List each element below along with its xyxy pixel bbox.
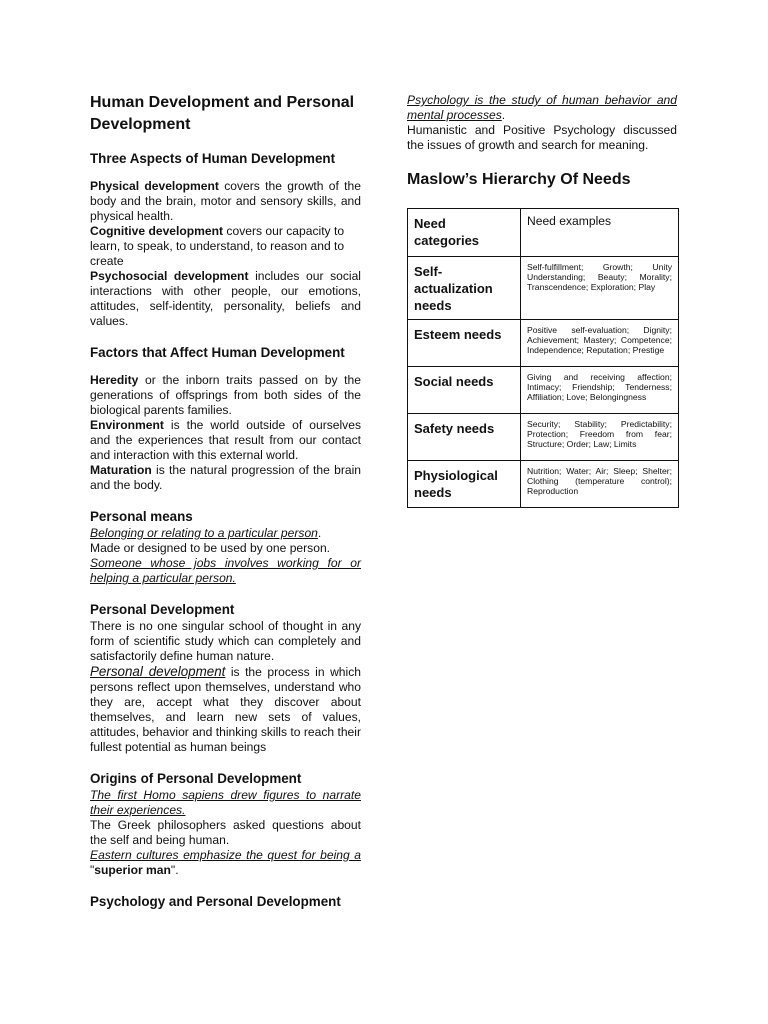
psychosocial-paragraph	[90, 269, 361, 329]
personal-means-def3	[90, 556, 361, 586]
psychosocial-term: Psychosocial development	[90, 269, 249, 283]
header-examples: Need examples	[521, 209, 679, 257]
row-examples: Security; Stability; Predictability; Protection; Freedom from fear; Structure; Order; Law; Limits	[521, 414, 679, 461]
personal-means-def1-end: .	[317, 526, 322, 540]
right-column	[407, 93, 677, 508]
personal-means-heading: Personal means	[90, 509, 193, 524]
origins-line3-text: Eastern cultures emphasize the quest for being a	[90, 848, 361, 862]
heredity-paragraph	[90, 373, 361, 418]
psychology-definition-end: .	[501, 108, 506, 122]
cognitive-paragraph	[90, 224, 361, 269]
three-aspects-section	[90, 179, 361, 329]
origins-line3-q1: "	[90, 863, 95, 877]
environment-paragraph	[90, 418, 361, 463]
row-category: Safety needs	[408, 414, 521, 461]
personal-development-heading: Personal Development	[90, 602, 235, 617]
cognitive-text: covers our capacity to learn, to speak, to understand, to reason and to create	[90, 224, 345, 268]
physical-term: Physical development	[90, 179, 219, 193]
page-title: Human Development and Personal Development	[90, 94, 355, 133]
origins-line3-q2: ".	[170, 863, 179, 877]
row-category: Esteem needs	[408, 320, 521, 367]
maslow-table	[407, 208, 679, 508]
left-column	[90, 92, 361, 922]
personal-development-p2	[90, 664, 361, 755]
psychology-definition-text: Psychology is the study of human behavior and mental processes	[407, 93, 677, 122]
table-header-row	[408, 209, 679, 257]
row-examples: Self-fulfillment; Growth; Unity Understanding; Beauty; Morality; Transcendence; Exploration; Play	[521, 257, 679, 320]
personal-means-def3-text: Someone whose jobs involves working for or helping a particular person.	[90, 556, 361, 585]
factors-section	[90, 373, 361, 493]
environment-text: is the world outside of ourselves and the experiences that result from our contact and interaction with this external world.	[90, 418, 361, 462]
table-row	[408, 414, 679, 461]
cognitive-term: Cognitive development	[90, 224, 224, 238]
heredity-text: or the inborn traits passed on by the generations of offsprings from both sides of the biological parents families.	[90, 373, 361, 417]
physical-text: covers the growth of the body and the brain, motor and sensory skills, and physical health.	[90, 179, 361, 223]
personal-development-section	[90, 619, 361, 755]
row-examples: Positive self-evaluation; Dignity; Achievement; Mastery; Competence; Independence; Reputation; Prestige	[521, 320, 679, 367]
factors-heading: Factors that Affect Human Development	[90, 345, 345, 360]
maturation-paragraph	[90, 463, 361, 493]
table-row	[408, 461, 679, 508]
maturation-text: is the natural progression of the brain and the body.	[90, 463, 361, 492]
origins-line2: The Greek philosophers asked questions about the self and being human.	[90, 818, 361, 847]
psychology-definition	[407, 93, 677, 123]
row-category: Physiological needs	[408, 461, 521, 508]
environment-term: Environment	[90, 418, 164, 432]
table-row	[408, 257, 679, 320]
personal-means-section	[90, 526, 361, 586]
three-aspects-heading: Three Aspects of Human Development	[90, 151, 336, 166]
maturation-term: Maturation	[90, 463, 152, 477]
origins-section	[90, 788, 361, 878]
origins-line1	[90, 788, 361, 818]
physical-paragraph	[90, 179, 361, 224]
table-row	[408, 367, 679, 414]
row-category: Self-actualization needs	[408, 257, 521, 320]
psychology-heading: Psychology and Personal Development	[90, 894, 341, 909]
row-examples: Nutrition; Water; Air; Sleep; Shelter; Clothing (temperature control); Reproduction	[521, 461, 679, 508]
personal-development-text: is the process in which persons reflect upon themselves, understand who they are, accept what they discover about themselves, and learn new sets of values, attitudes, behavior and thinking skills to reach their fullest potential as human beings	[90, 665, 361, 754]
header-category: Need categories	[408, 209, 521, 257]
personal-means-def2: Made or designed to be used by one person.	[90, 541, 331, 555]
maslow-heading: Maslow’s Hierarchy Of Needs	[407, 171, 631, 188]
origins-heading: Origins of Personal Development	[90, 771, 302, 786]
humanistic-paragraph: Humanistic and Positive Psychology discussed the issues of growth and search for meaning.	[407, 123, 677, 152]
superior-man-term: superior man	[94, 863, 171, 877]
psychosocial-text: includes our social interactions with other people, our emotions, attitudes, self-identity, personality, beliefs and values.	[90, 269, 361, 328]
personal-development-p1: There is no one singular school of thought in any form of scientific study which can completely and satisfactorily define human nature.	[90, 619, 361, 663]
heredity-term: Heredity	[90, 373, 139, 387]
personal-development-term: Personal development	[90, 664, 226, 679]
table-row	[408, 320, 679, 367]
personal-means-def1	[90, 526, 361, 541]
personal-means-def1-text: Belonging or relating to a particular person	[90, 526, 318, 540]
row-examples: Giving and receiving affection; Intimacy; Friendship; Tenderness; Affiliation; Love; Belongingness	[521, 367, 679, 414]
origins-line1-text: The first Homo sapiens drew figures to narrate their experiences.	[90, 788, 361, 817]
row-category: Social needs	[408, 367, 521, 414]
origins-line3	[90, 848, 361, 878]
